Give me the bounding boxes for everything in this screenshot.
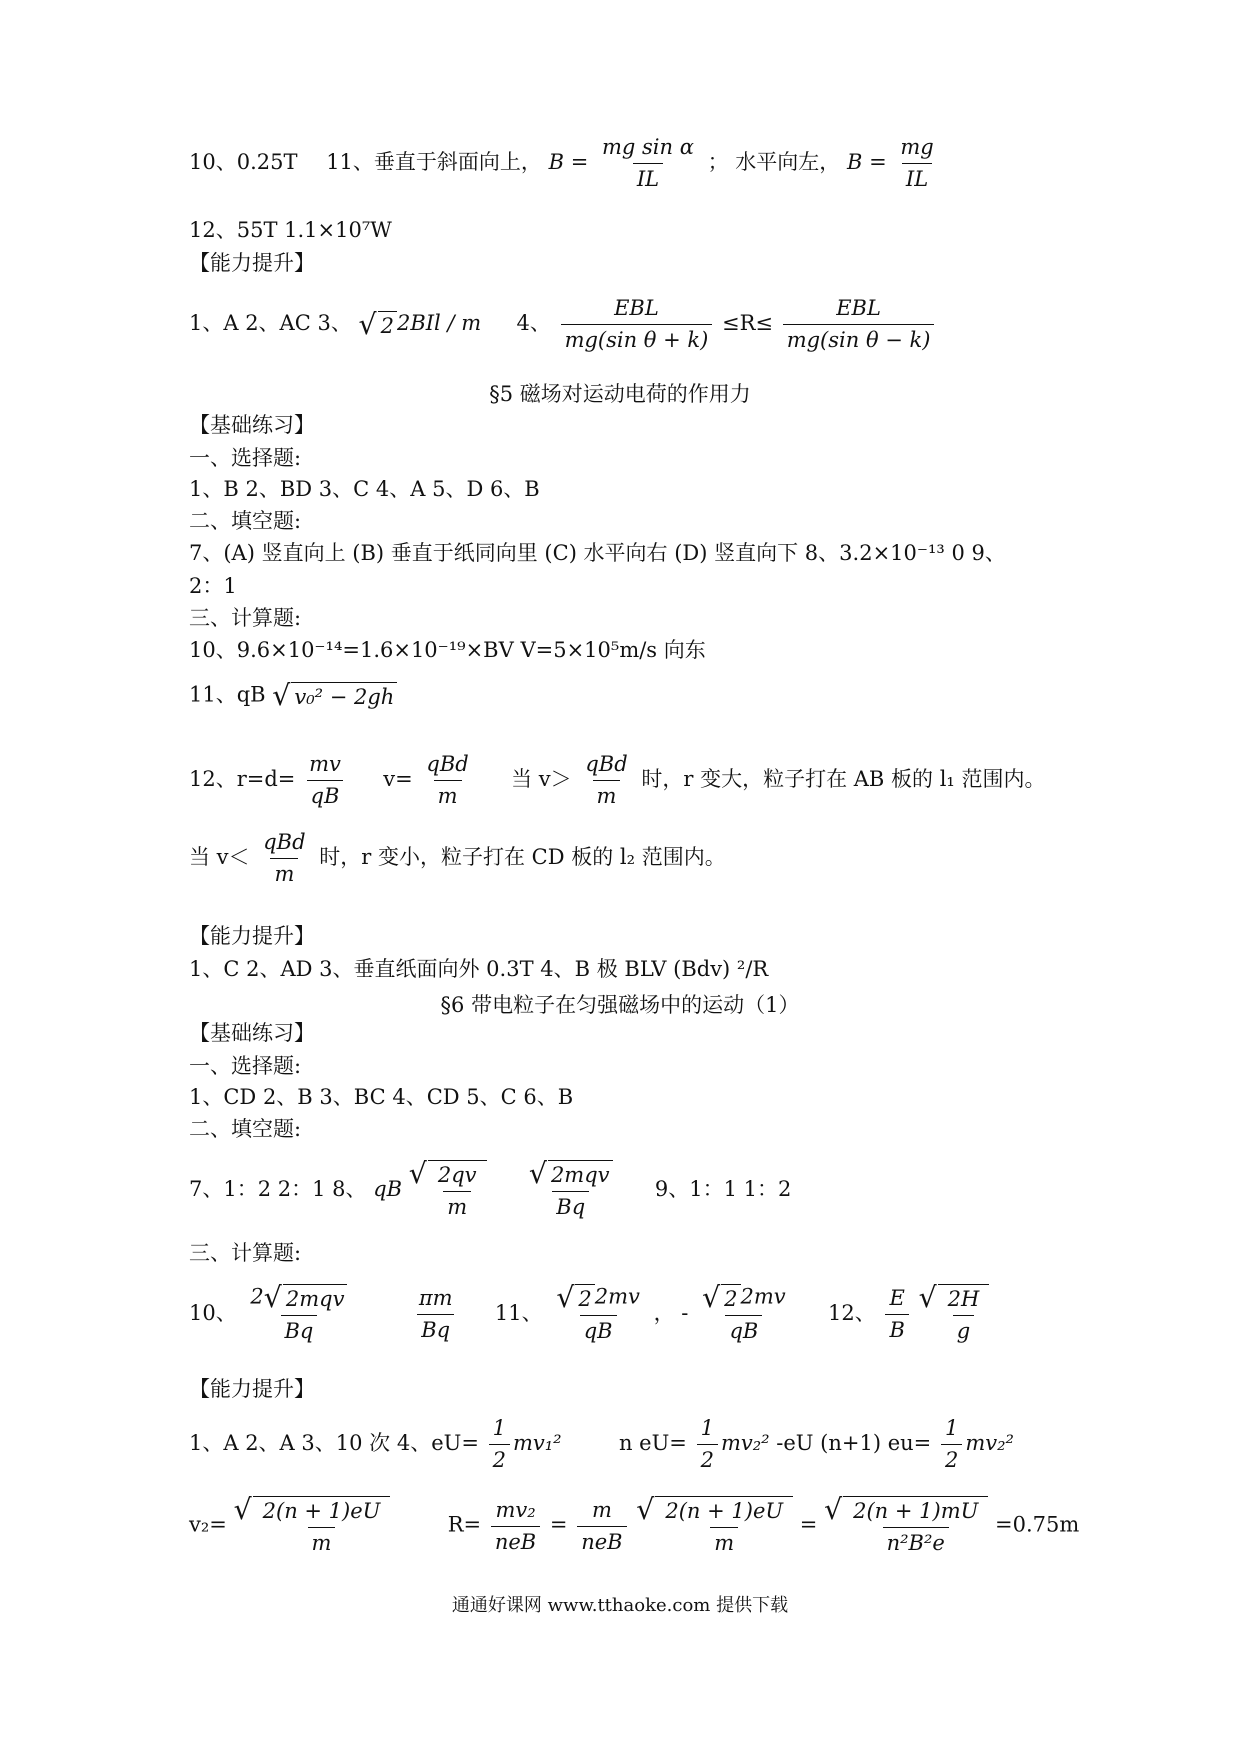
- answer-11-prefix: 11、垂直于斜面向上，: [326, 150, 542, 175]
- ability-mv1: mv₁²: [512, 1431, 562, 1456]
- sqrt-icon: √: [263, 1281, 282, 1314]
- choice-heading-s6: 一、选择题:: [189, 1054, 302, 1078]
- fraction-numerator: mg sin α: [602, 135, 694, 159]
- fraction-numerator: m: [591, 1497, 612, 1522]
- fraction-numerator: 2(n + 1)eU: [665, 1499, 784, 1523]
- fraction-denominator: 2: [697, 1444, 718, 1473]
- sqrt-expression: [263, 1281, 348, 1314]
- fraction-denominator: mg(sin θ − k): [783, 324, 935, 353]
- fraction-numerator: [246, 1281, 351, 1315]
- sqrt-icon: √: [358, 307, 377, 341]
- sqrt-expression: [636, 1493, 793, 1556]
- fraction-numerator: 1: [944, 1416, 959, 1440]
- basic-heading-s6: 【基础练习】: [189, 1021, 315, 1045]
- ability-4-left-fraction: [561, 296, 713, 353]
- page-footer: 通通好课网 www.tthaoke.com 提供下载: [451, 1595, 789, 1616]
- ability-4-right-fraction: [783, 296, 935, 353]
- fraction-denominator: Bq: [552, 1191, 589, 1220]
- calc-heading-s6: 三、计算题:: [189, 1241, 302, 1265]
- fraction-denominator: m: [308, 1527, 336, 1556]
- sqrt-body: [253, 1496, 391, 1556]
- fraction-numerator: 2qv: [437, 1163, 477, 1188]
- calc-12-root-fraction: [944, 1287, 984, 1344]
- sqrt-icon: √: [233, 1493, 252, 1526]
- answer-11-fraction-1: [598, 135, 698, 192]
- fraction-numerator: E: [889, 1285, 905, 1310]
- calc-12-tail: 时，r 变大，粒子打在 AB 板的 l₁ 范围内。: [641, 767, 1046, 792]
- sqrt-icon: √: [556, 1281, 575, 1314]
- sqrt-expression: [556, 1281, 594, 1314]
- fill-heading-s6: 二、填空题:: [189, 1117, 302, 1141]
- fraction-numerator: EBL: [836, 296, 881, 320]
- fraction-numerator: qBd: [585, 752, 628, 776]
- R-root2-fraction: [849, 1499, 982, 1556]
- calc-11-neg: -: [681, 1300, 689, 1325]
- answer-12: 12、55T 1.1×10⁷W: [189, 218, 392, 242]
- fill-7-8: 7、1：2 2：1 8、: [189, 1176, 367, 1201]
- sqrt-icon: √: [272, 679, 291, 712]
- fill-line2-s5: 2：1: [189, 574, 237, 598]
- sqrt-expression: [824, 1493, 988, 1556]
- fraction-denominator: qB: [580, 1315, 617, 1344]
- fraction-denominator: m: [593, 780, 621, 809]
- calc-11-label: 11、qB: [189, 682, 266, 707]
- answer-line-10-11: [189, 135, 941, 192]
- fill-8-b-num: 2mqv: [548, 1160, 613, 1188]
- fraction-numerator: mv₂: [495, 1497, 536, 1522]
- answer-11-eq1-lhs: B =: [548, 150, 589, 175]
- sqrt-body: [655, 1496, 793, 1556]
- fraction-denominator: Bq: [417, 1314, 454, 1343]
- calc-answers-s6: [189, 1281, 989, 1345]
- fraction-numerator: 2(n + 1)eU: [262, 1499, 381, 1523]
- sqrt-icon: √: [702, 1281, 721, 1314]
- calc-heading-s5: 三、计算题:: [189, 606, 302, 630]
- calc-10-label-s6: 10、: [189, 1300, 237, 1325]
- ability-line1-c: -eU (n+1) eu=: [776, 1431, 932, 1456]
- equals-sign: =: [549, 1512, 568, 1537]
- ability-4-mid: ≤R≤: [722, 311, 774, 336]
- sqrt-icon: √: [824, 1493, 843, 1526]
- calc-11-s5: [189, 679, 397, 712]
- R-fraction-2: [577, 1498, 626, 1555]
- ability-line1-s6: [189, 1416, 1014, 1473]
- fill-8-root-fraction: [434, 1163, 481, 1220]
- fraction-numerator: mv: [309, 752, 341, 776]
- sqrt-expression: [528, 1157, 613, 1190]
- calc-12b-tail: 时，r 变小，粒子打在 CD 板的 l₂ 范围内。: [319, 845, 726, 870]
- ability-R-label: R=: [447, 1512, 482, 1537]
- fraction-denominator: IL: [633, 163, 663, 192]
- ability-answers-s5: 1、C 2、AD 3、垂直纸面向外 0.3T 4、B 极 BLV (Bdv) ²/R: [189, 957, 769, 981]
- calc-10-a-coef: 2: [250, 1284, 264, 1309]
- calc-11-b-fraction: [698, 1281, 790, 1345]
- answer-11-mid: ； 水平向左，: [707, 150, 841, 175]
- fraction-denominator: m: [710, 1527, 738, 1556]
- half-fraction: [489, 1416, 510, 1473]
- calc-11-a-num: 2mv: [594, 1284, 640, 1309]
- calc-12-fraction: [885, 1286, 908, 1343]
- sqrt-icon: √: [636, 1493, 655, 1526]
- fill-heading-s5: 二、填空题:: [189, 509, 302, 533]
- sqrt-expression: [272, 679, 397, 712]
- fraction-numerator: [525, 1157, 617, 1191]
- answer-10: 10、0.25T: [189, 150, 298, 175]
- choice-answers-s5: 1、B 2、BD 3、C 4、A 5、D 6、B: [189, 477, 540, 501]
- calc-12-fraction-1: [305, 752, 345, 809]
- calc-11-sep: ，: [653, 1300, 675, 1325]
- fraction-denominator: qB: [307, 780, 344, 809]
- fraction-numerator: mg: [900, 135, 934, 159]
- fraction-numerator: qBd: [263, 830, 306, 854]
- calc-10-b-fraction: [415, 1286, 457, 1343]
- fraction-numerator: [698, 1281, 790, 1315]
- calc-12-label: 12、r=d=: [189, 767, 296, 792]
- fraction-denominator: B: [885, 1314, 908, 1343]
- fill-answers-s6: [189, 1157, 792, 1221]
- calc-12-v: v=: [383, 767, 413, 792]
- sqrt-icon: √: [408, 1157, 427, 1191]
- sqrt-body: [843, 1496, 988, 1556]
- ability-v2-label: v₂=: [189, 1512, 227, 1537]
- R-root-fraction: [661, 1499, 787, 1556]
- fill-line1-s5: 7、(A) 竖直向上 (B) 垂直于纸同向里 (C) 水平向右 (D) 竖直向下 8、3.2×10⁻¹³ 0 9、: [189, 541, 1006, 565]
- ability-heading-s4: 【能力提升】: [189, 251, 315, 275]
- sqrt-expression: [702, 1281, 740, 1314]
- calc-11-expr: v₀² − 2gh: [291, 682, 397, 710]
- choice-answers-s6: 1、CD 2、B 3、BC 4、CD 5、C 6、B: [189, 1085, 574, 1109]
- calc-12-fraction-2: [422, 752, 472, 809]
- fraction-denominator: mg(sin θ + k): [561, 324, 713, 353]
- sqrt-icon: √: [918, 1281, 937, 1315]
- ability-answers-s4: [189, 296, 937, 353]
- ability-3-expr: 2BIl / m: [396, 311, 482, 336]
- calc-12b-fraction: [259, 830, 309, 887]
- fraction-denominator: qB: [725, 1315, 762, 1344]
- calc-10-a-num: 2mqv: [283, 1284, 348, 1312]
- sqrt-icon: √: [528, 1157, 547, 1190]
- sqrt-expression: [918, 1281, 990, 1344]
- ability-heading-s6: 【能力提升】: [189, 1377, 315, 1401]
- calc-12b-s5: [189, 830, 726, 887]
- calc-10-a-fraction: [246, 1281, 351, 1345]
- answer-11-fraction-2: [896, 135, 937, 192]
- calc-12-fraction-3: [581, 752, 631, 809]
- fraction-denominator: m: [434, 780, 462, 809]
- sqrt-body: 2: [378, 311, 397, 339]
- ability-mv2b: mv₂²: [965, 1431, 1014, 1456]
- fraction-denominator: n²B²e: [883, 1527, 949, 1556]
- v2-fraction: [259, 1499, 385, 1556]
- calc-12-label-s6: 12、: [828, 1300, 876, 1325]
- fraction-denominator: 2: [489, 1444, 510, 1473]
- calc-11-label-s6: 11、: [494, 1300, 543, 1325]
- fraction-denominator: neB: [577, 1526, 626, 1555]
- half-fraction: [941, 1416, 962, 1473]
- calc-11-a-fraction: [552, 1281, 644, 1345]
- ability-line2-s6: [189, 1493, 1080, 1556]
- fraction-denominator: g: [953, 1315, 974, 1344]
- fraction-numerator: [552, 1281, 644, 1315]
- ability-line1-a: 1、A 2、A 3、10 次 4、eU=: [189, 1431, 479, 1456]
- half-fraction: [697, 1416, 718, 1473]
- section-5-title: §5 磁场对运动电荷的作用力: [489, 382, 751, 406]
- answer-11-eq2-lhs: B =: [846, 150, 887, 175]
- sqrt-expression: [358, 307, 397, 341]
- fill-8-prefix: qB: [373, 1176, 403, 1201]
- ability-line1-b: n eU=: [618, 1431, 687, 1456]
- fraction-numerator: qBd: [426, 752, 469, 776]
- ability-4-label: 4、: [516, 311, 551, 336]
- ability-R-result: =0.75m: [995, 1512, 1080, 1537]
- ability-1-3: 1、A 2、AC 3、: [189, 311, 352, 336]
- fraction-denominator: neB: [491, 1526, 540, 1555]
- calc-10-s5: 10、9.6×10⁻¹⁴=1.6×10⁻¹⁹×BV V=5×10⁵m/s 向东: [189, 638, 706, 662]
- sqrt-body: [428, 1160, 487, 1220]
- sqrt-expression: [408, 1157, 487, 1220]
- fraction-denominator: 2: [941, 1444, 962, 1473]
- fraction-numerator: 1: [492, 1416, 506, 1440]
- fraction-denominator: IL: [902, 163, 932, 192]
- fraction-denominator: m: [270, 858, 298, 887]
- sqrt-expression: [233, 1493, 391, 1556]
- sqrt-body: 2: [721, 1284, 740, 1312]
- sqrt-body: [938, 1284, 990, 1344]
- fraction-numerator: 2H: [947, 1287, 980, 1312]
- ability-heading-s5: 【能力提升】: [189, 924, 315, 948]
- basic-heading-s5: 【基础练习】: [189, 413, 315, 437]
- fill-8-b-fraction: [525, 1157, 617, 1221]
- equals-sign: =: [799, 1512, 818, 1537]
- fraction-numerator: 2(n + 1)mU: [853, 1499, 979, 1523]
- choice-heading-s5: 一、选择题:: [189, 446, 302, 470]
- fraction-denominator: m: [443, 1191, 471, 1220]
- fraction-numerator: πm: [418, 1285, 453, 1310]
- calc-12-when: 当 v＞: [511, 767, 572, 792]
- calc-12b-when: 当 v＜: [189, 845, 250, 870]
- fill-9: 9、1：1 1：2: [654, 1176, 792, 1201]
- section-6-title: §6 带电粒子在匀强磁场中的运动（1）: [440, 993, 800, 1017]
- fraction-denominator: Bq: [281, 1315, 318, 1344]
- calc-11-b-num: 2mv: [740, 1284, 786, 1309]
- fraction-numerator: 1: [700, 1416, 714, 1440]
- R-fraction-1: [491, 1498, 540, 1555]
- ability-mv2: mv₂²: [720, 1431, 770, 1456]
- calc-12-s5: [189, 752, 1046, 809]
- fraction-numerator: EBL: [614, 296, 659, 320]
- sqrt-body: 2: [575, 1284, 594, 1312]
